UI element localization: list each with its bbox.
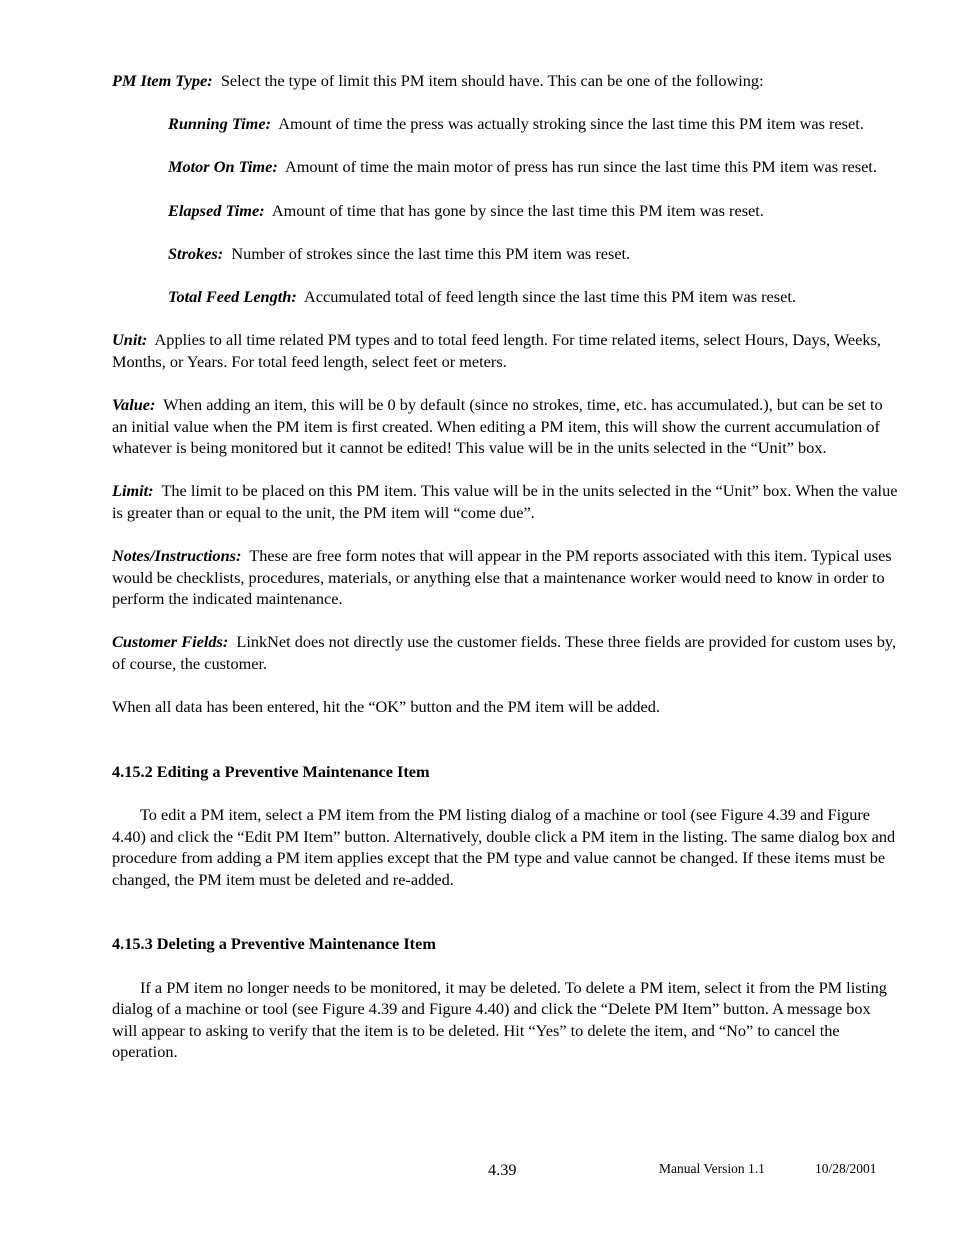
option-strokes: [112, 243, 900, 265]
option-term: Running Time:: [168, 114, 271, 134]
field-notes-instructions: [112, 545, 900, 610]
section-heading-deleting: 4.15.3 Deleting a Preventive Maintenance Item: [112, 934, 436, 954]
field-value: [112, 394, 900, 459]
field-text: These are free form notes that will appear in the PM reports associated with this item. Typical uses would be checklists, procedures, materials, or anything else that a maintenance worker would need to know in order to perform the indicated maintenance.: [112, 546, 892, 609]
option-term: Total Feed Length:: [168, 286, 297, 306]
option-text: Amount of time the main motor of press has run since the last time this PM item was reset.: [285, 157, 877, 177]
section-heading-editing: 4.15.2 Editing a Preventive Maintenance Item: [112, 761, 430, 781]
option-term: Motor On Time:: [168, 157, 278, 177]
manual-version: Manual Version 1.1: [659, 1161, 765, 1176]
option-total-feed-length: [112, 286, 900, 308]
pm-item-type-term: PM Item Type:: [112, 71, 213, 90]
field-text: Applies to all time related PM types and to total feed length. For time related items, select Hours, Days, Weeks, Months, or Years. For total feed length, select feet or meters.: [112, 330, 881, 371]
closing-paragraph: When all data has been entered, hit the “OK” button and the PM item will be added.: [112, 697, 660, 717]
field-unit: [112, 329, 900, 372]
page-number: 4.39: [488, 1160, 517, 1179]
field-term: Value:: [112, 394, 156, 414]
field-term: Limit:: [112, 481, 154, 501]
section-body-editing: To edit a PM item, select a PM item from the PM listing dialog of a machine or tool (see Figure 4.39 and Figure 4.40) and click the “Edit PM Item” button. Alternatively, double click a PM item in the listing. The same dialog box and procedure from adding a PM item applies except that the PM type and value cannot be changed. If these items must be changed, the PM item must be deleted and re-added.: [112, 805, 896, 889]
option-term: Elapsed Time:: [168, 200, 265, 220]
option-text: Number of strokes since the last time this PM item was reset.: [231, 243, 631, 263]
section-body-deleting: If a PM item no longer needs to be monitored, it may be deleted. To delete a PM item, select it from the PM listing dialog of a machine or tool (see Figure 4.39 and Figure 4.40) and click the “Delete PM Item” button. A message box will appear to asking to verify that the item is to be deleted. Hit “Yes” to delete the item, and “No” to cancel the operation.: [112, 977, 887, 1062]
pm-item-type-text: Select the type of limit this PM item should have. This can be one of the following:: [220, 71, 764, 90]
option-running-time: [112, 113, 900, 135]
page-footer: [0, 1160, 954, 1184]
field-text: The limit to be placed on this PM item. This value will be in the units selected in the “Unit” box. When the value is greater than or equal to the unit, the PM item will “come due”.: [112, 481, 898, 522]
field-term: Notes/Instructions:: [112, 546, 242, 566]
option-text: Amount of time the press was actually stroking since the last time this PM item was reset.: [278, 114, 864, 134]
field-text: LinkNet does not directly use the customer fields. These three fields are provided for custom uses by, of course, the customer.: [112, 632, 897, 674]
option-motor-on-time: [112, 156, 900, 178]
field-limit: [112, 480, 900, 523]
page-content: [112, 70, 900, 1063]
option-term: Strokes:: [168, 243, 224, 263]
option-text: Amount of time that has gone by since the last time this PM item was reset.: [271, 200, 764, 220]
field-customer-fields: [112, 631, 900, 674]
field-text: When adding an item, this will be 0 by default (since no strokes, time, etc. has accumulated.), but can be set to an initial value when the PM item is first created. When editing a PM item, this will show the current accumulation of whatever is being monitored but it cannot be edited! This value will be in the units selected in the “Unit” box.: [112, 394, 883, 458]
pm-item-type-paragraph: [112, 70, 900, 92]
footer-date: 10/28/2001: [815, 1161, 877, 1176]
field-term: Customer Fields:: [112, 632, 229, 652]
option-text: Accumulated total of feed length since the last time this PM item was reset.: [304, 286, 796, 306]
option-elapsed-time: [112, 200, 900, 222]
field-term: Unit:: [112, 330, 148, 350]
